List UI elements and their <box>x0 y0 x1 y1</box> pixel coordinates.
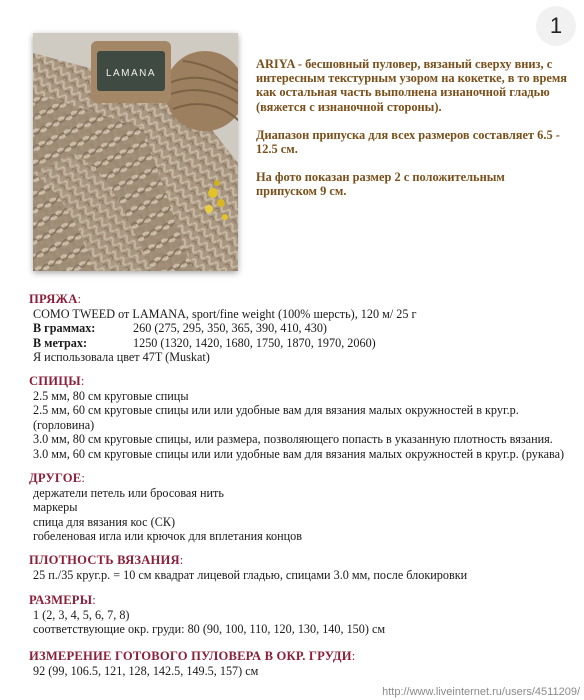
section-title-finished: ИЗМЕРЕНИЕ ГОТОВОГО ПУЛОВЕРА В ОКР. ГРУДИ: <box>29 649 356 663</box>
finished-section <box>29 649 569 678</box>
needle-item: 3.0 мм, 60 см круговые спицы или или удобные вам для вязания малых окружностей в круг.р. (рукава) <box>33 446 565 461</box>
yarn-line: COMO TWEED от LAMANA, sport/fine weight (100% шерсть), 120 м/ 25 г <box>33 306 417 321</box>
gauge-section <box>29 553 569 582</box>
intro-photo-size: На фото показан размер 2 с положительным припуском 9 см. <box>256 170 505 199</box>
pattern-intro <box>256 57 568 213</box>
intro-description: ARIYA - бесшовный пуловер, вязаный сверху вниз, с интересным текстурным узором на кокетке, в то время как остальная часть выполнена изнаночной гладью (вяжется с изнаночной стороны). <box>256 57 567 114</box>
other-item: держатели петель или бросовая нить <box>33 485 224 500</box>
intro-ease-range: Диапазон припуска для всех размеров составляет 6.5 - 12.5 см. <box>256 127 560 157</box>
other-section <box>29 471 569 544</box>
section-title-sizes: РАЗМЕРЫ: <box>29 593 96 607</box>
knit-texture-image <box>33 33 238 271</box>
yarn-section <box>29 292 569 365</box>
other-item: маркеры <box>33 500 78 514</box>
needle-item: 2.5 мм, 60 см круговые спицы или или удобные вам для вязания малых окружностей в круг.р. (горловина) <box>33 403 519 432</box>
section-title-yarn: ПРЯЖА: <box>29 292 82 306</box>
sweater-photo <box>33 33 238 271</box>
yarn-skein-label <box>91 41 171 103</box>
sizes-line: 1 (2, 3, 4, 5, 6, 7, 8) <box>33 607 130 622</box>
gauge-line: 25 п./35 круг.р. = 10 см квадрат лицевой гладью, спицами 3.0 мм, после блокировки <box>33 567 468 582</box>
needle-item: 3.0 мм, 80 см круговые спицы, или размера, позволяющего попасть в указанную плотность вязания. <box>33 432 553 446</box>
other-item: гобеленовая игла или крючок для вплетания концов <box>33 529 303 543</box>
section-title-gauge: ПЛОТНОСТЬ ВЯЗАНИЯ: <box>29 553 184 567</box>
sizes-bust-line: соответствующие окр. груди: 80 (90, 100, 110, 120, 130, 140, 150) см <box>33 622 386 636</box>
other-item: спица для вязания кос (СК) <box>33 514 176 529</box>
section-title-needles: СПИЦЫ: <box>29 374 85 388</box>
needle-item: 2.5 мм, 80 см круговые спицы <box>33 388 189 403</box>
section-title-other: ДРУГОЕ: <box>29 471 86 485</box>
yarn-grams: В граммах: 260 (275, 295, 350, 365, 390, 410, 430) <box>33 321 327 335</box>
yarn-meters: В метрах: 1250 (1320, 1420, 1680, 1750, 1870, 1970, 2060) <box>33 335 376 350</box>
brand-label: LAMANA <box>105 68 157 79</box>
needles-section <box>29 374 569 461</box>
sizes-section <box>29 593 569 637</box>
source-watermark: http://www.liveinternet.ru/users/4511209/ <box>382 686 580 698</box>
finished-line: 92 (99, 106.5, 121, 128, 142.5, 149.5, 157) см <box>33 663 259 678</box>
yarn-color: Я использовала цвет 47T (Muskat) <box>33 350 210 364</box>
page-number-badge: 1 <box>536 6 576 46</box>
